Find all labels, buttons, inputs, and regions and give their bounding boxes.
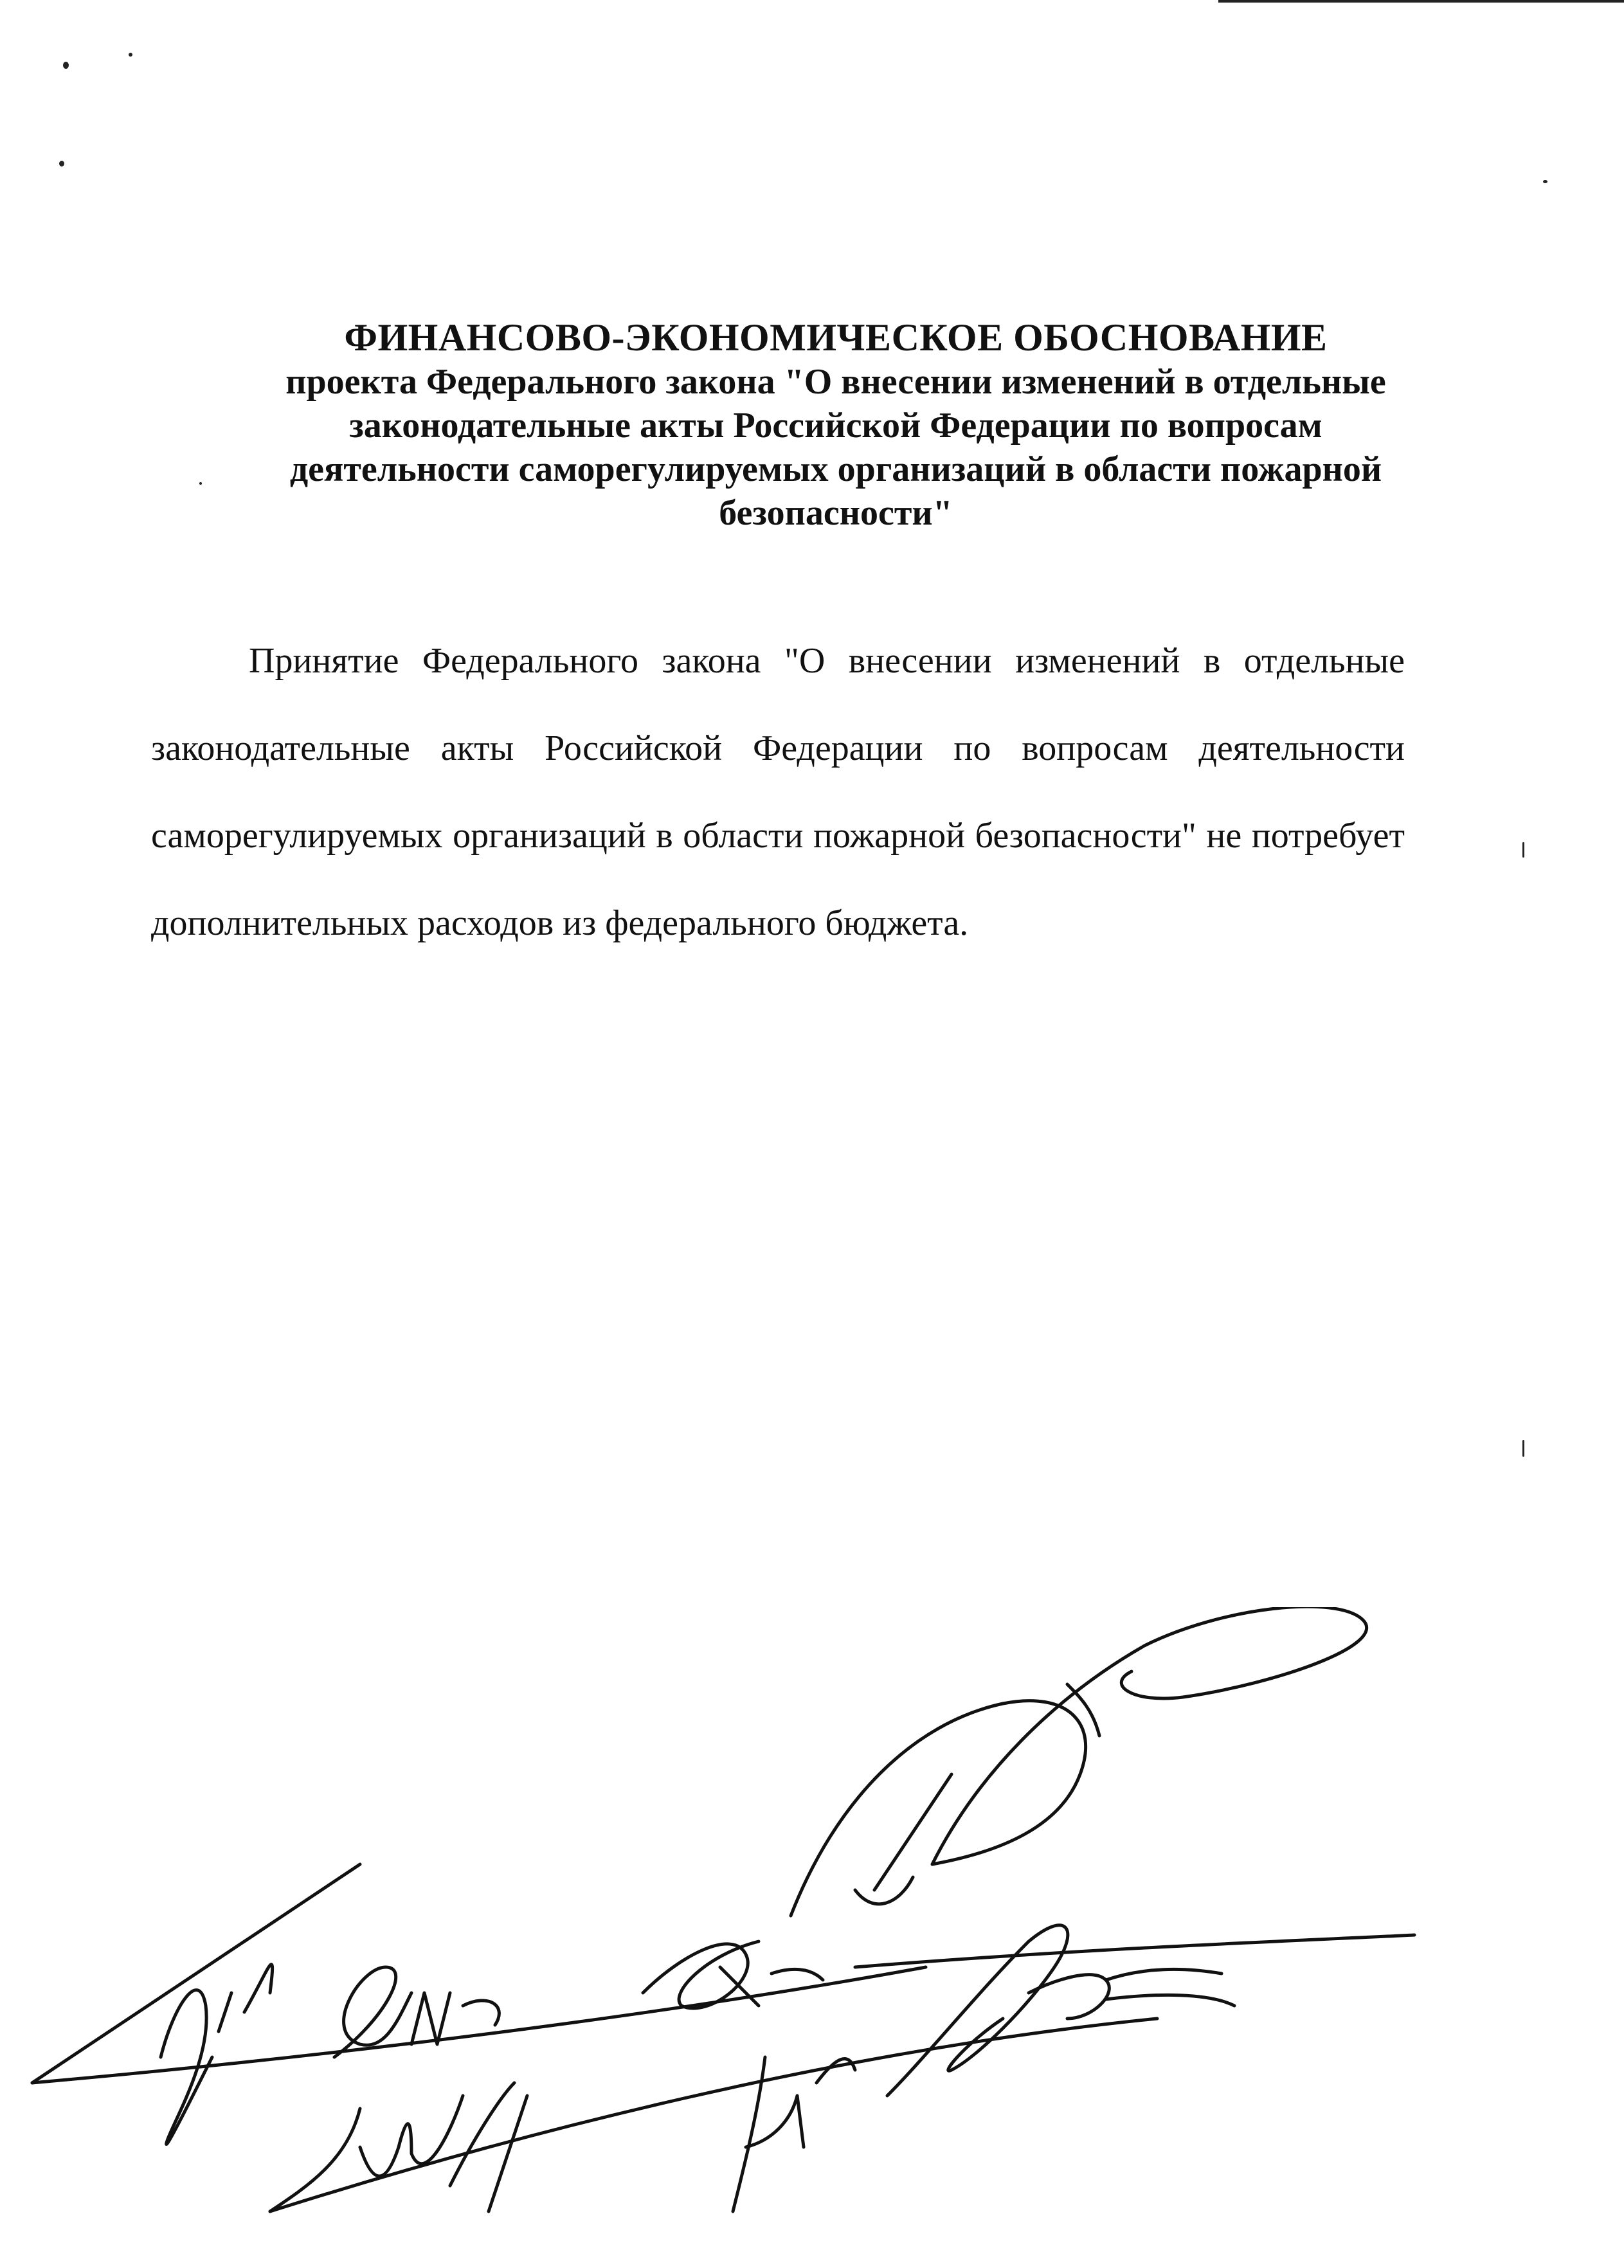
document-heading [154,315,1517,535]
signature-stroke [791,1607,1367,1916]
scan-speck [1543,180,1547,183]
scan-edge-line [1218,0,1624,3]
scan-speck [129,53,132,57]
scan-speck [59,161,64,166]
signature-stroke [32,1864,360,2144]
document-body: Принятие Федерального закона "О внесении изменений в отдельные законодательные акты Российской Федерации по вопросам деятельности саморегулируемых организаций в области пожарной безопасности" не потребует дополнительных расходов из федерального бюджета. [151,641,1405,943]
signature-stroke [887,1925,1234,2096]
signature-stroke [733,2057,855,2211]
signature-stroke [270,2019,1157,2211]
signature-stroke [32,1967,926,2083]
scan-speck [1522,842,1524,858]
document-subtitle: проекта Федерального закона "О внесении изменений в отдельные законодательные акты Российской Федерации по вопросам деятельности саморегулируемых организаций в области пожарной безопасности" [285,362,1386,533]
document-title: ФИНАНСОВО-ЭКОНОМИЧЕСКОЕ ОБОСНОВАНИЕ [344,316,1328,359]
signature-stroke [855,1935,1414,1967]
scan-speck [1522,1440,1524,1457]
handwritten-signatures-icon [0,1607,1624,2268]
scan-speck [63,62,69,69]
